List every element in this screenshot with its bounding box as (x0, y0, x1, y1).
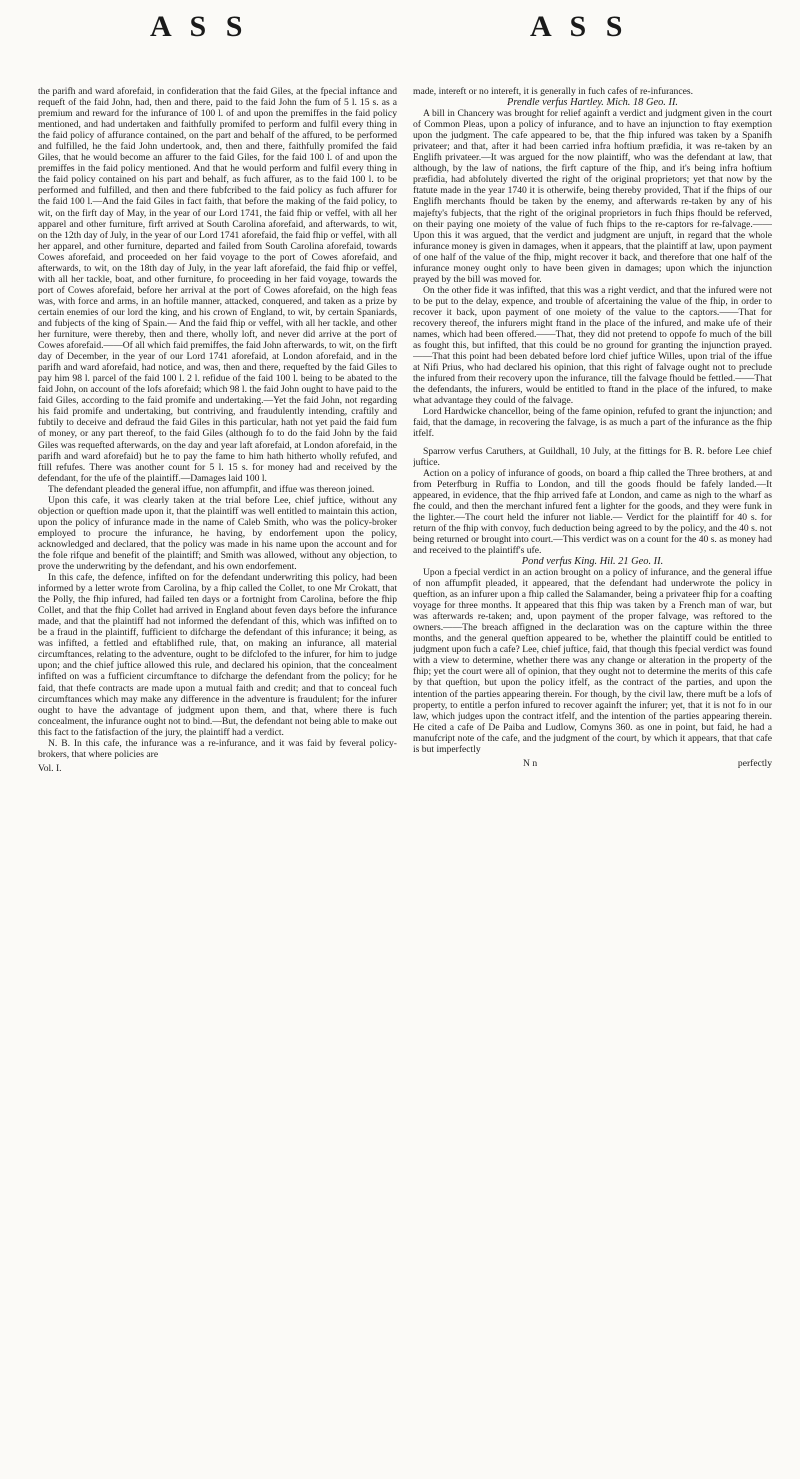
paragraph: the parifh and ward aforefaid, in confideration that the faid Giles, at the fpecial inftance and requeft of the faid John, had, then and there, paid to the faid John the fum of 5 l. 15 s. as a premium and reward for the infurance of 100 l. of and upon the premiffes in the faid policy mentioned, and had undertaken and faithfully promifed to perform and fulfil every thing in the faid policy of affurance contained, on the part and behalf of the affured, to be performed and fulfilled, he the faid John undertook, and, then and there, faithfully promifed the faid Giles, that he would become an affurer to the faid Giles, for the faid 100 l. of and upon the premiffes in the faid policy mentioned. And that he would perform and fulfil every thing in the faid policy contained on his part and behalf, as fuch affurer, as to the faid 100 l. to be performed and fulfilled, and then and there fubfcribed to the faid policy as fuch affurer for the faid 100 l.—And the faid Giles in fact faith, that before the making of the faid policy, to wit, on the firft day of May, in the year of our Lord 1741, the faid fhip or veffel, with all her apparel and other furniture, firft arrived at South Carolina aforefaid, and afterwards, to wit, on the 12th day of July, in the year of our Lord 1741 aforefaid, the faid fhip or veffel, with all her apparel, and other furniture, departed and failed from South Carolina aforefaid, towards Cowes aforefaid, and proceeded on her faid voyage to the port of Cowes aforefaid, and afterwards, to wit, on the 18th day of July, in the year laft aforefaid, the faid fhip or veffel, with all her tackle, boat, and other furniture, fo proceeding in her faid voyage, towards the port of Cowes aforefaid, before her arrival at the port of Cowes aforefaid, on the high feas was, with force and arms, in an hoftile manner, attacked, conquered, and taken as a prize by certain enemies of our lord the king, and his crown of England, to wit, by certain Spaniards, and fubjects of the king of Spain.— And the faid fhip or veffel, with all her tackle, and other her furniture, were thereby, then and there, wholly loft, and never did arrive at the port of Cowes aforefaid.——Of all which faid premiffes, the faid John afterwards, to wit, on the firft day of December, in the year of our Lord 1741 aforefaid, at London aforefaid, and in the parifh and ward aforefaid, had notice, and was, then and there, requefted by the faid Giles to pay him 98 l. parcel of the faid 100 l. 2 l. refidue of the faid 100 l. being to be abated to the faid John, on account of the lofs aforefaid; which 98 l. the faid John ought to have paid to the faid Giles, according to the faid promife and undertaking.—Yet the faid John, not regarding his faid promife and undertaking, but contriving, and fraudulently intending, craftily and fubtily to deceive and defraud the faid Giles in this particular, hath not yet paid the faid fum of money, or any part thereof, to the faid Giles (although fo to do the faid John by the faid Giles was requefted afterwards, on the day and year laft aforefaid, at London aforefaid, in the parifh and ward aforefaid) but he to pay the fame to him hath hitherto wholly refufed, and ftill refufes. There was another count for 5 l. 15 s. for money had and received by the defendant, for the ufe of the plaintiff.—Damages laid 100 l. (38, 86, 397, 484)
paragraph: The defendant pleaded the general iffue, non affumpfit, and iffue was thereon joined. (48, 483, 375, 495)
right-column (413, 86, 772, 1465)
running-head-left: A S S (150, 10, 249, 43)
running-head-right: A S S (530, 10, 629, 43)
paragraph: In this cafe, the defence, infifted on for the defendant underwriting this policy, had been informed by a letter wrote from Carolina, by a fhip called the Collet, to one Mr Crokatt, that the Polly, the fhip infured, had failed ten days or a fortnight from Carolina, before the fhip Collet, and that the fhip Collet had arrived in England about feven days before the infurance made, and that the plaintiff had not informed the defendant of this, which was infifted on to be a fraud in the plaintiff, fufficient to difcharge the defendant of this infurance; it being, as was infifted, a fettled and eftablifhed rule, that, on making an infurance, all material circumftances, relating to the adventure, ought to be difclofed to the infurer, for him to judge upon; and the chief juftice allowed this rule, and declared his opinion, that the concealment infifted on was a fufficient circumftance to difcharge the defendant from the policy; for he faid, that thefe contracts are made upon a mutual faith and credit; and that to conceal fuch circumftances which may make any difference in the adventure is fraudulent; for the infurer ought to have the advantage of judgment upon them, and that, where there is fuch concealment, the infurance ought not to bind.—But, the defendant not being able to make out this fact to the fatisfaction of the jury, the plaintiff had a verdict. (38, 572, 397, 738)
paragraph: Upon this cafe, it was clearly taken at the trial before Lee, chief juftice, without any objection or queftion made upon it, that the plaintiff was well entitled to maintain this action, upon the policy of infurance made in the name of Caleb Smith, who was the policy-broker employed to procure the infurance, he having, by endorfement upon the policy, acknowledged and declared, that the policy was made in his name upon the account and for the fole rifque and benefit of the plaintiff; and Smith was allowed, without any objection, to prove the underwriting by the defendant, and his own endorfement. (38, 494, 397, 573)
paragraph: Lord Hardwicke chancellor, being of the fame opinion, refufed to grant the injunction; and faid, that the damage, in recovering the falvage, is as much a part of the infurance as the fhip itfelf. (413, 406, 772, 440)
paragraph: N. B. In this cafe, the infurance was a re-infurance, and it was faid by feveral policy-brokers, that where policies are (38, 737, 397, 760)
running-header (0, 0, 800, 72)
paragraph: A bill in Chancery was brought for relief againft a verdict and judgment given in the court of Common Pleas, upon a policy of infurance, and to have an injunction to ftay exemption upon the judgment. The cafe appeared to be, that the fhip infured was taken by a Spanifh privateer; and that, after it had been carried infra hoftium præfidia, it was re-taken by an Englifh privateer.—It was argued for the now plaintiff, who was the defendant at law, that although, by the law of nations, the firft capture of the fhip, and it's being infra hoftium præfidia, had abfolutely diverted the right of the original proprietors; yet that now by the ftatute made in the year 1740 it is otherwife, being thereby provided, That if the fhips of our Englifh merchants fhould be taken by the enemy, and afterwards re-taken by any of his majefty's fubjects, that the right of the original proprietors in fuch fhips fhould be referved, on their paying one moiety of the value of fuch fhips to the re-captors for re-falvage.——Upon this it was argued, that the verdict and judgment are unjuft, in regard that the whole infurance money is given in damages, when it appears, that the plaintiff at law, upon payment of one half of the value of the fhip, might recover it back, and therefore that one half of the infurance money ought only to have been given in damages; upon which the injunction prayed by the bill was moved for. (413, 108, 772, 285)
paragraph: Action on a policy of infurance of goods, on board a fhip called the Three brothers, at and from Peterfburg in Ruffia to London, and till the goods fhould be fafely landed.—It appeared, in evidence, that the fhip arrived fafe at London, and came as nigh to the wharf as fhe could, and then the merchant infured fent a lighter for the goods, and they were funk in the lighter.—The court held the infurer not liable.— Verdict for the plaintiff for 40 s. for return of the fhip with convoy, fuch deduction being agreed to by the policy, and the 40 s. not being returned or brought into court.—This verdict was on a count for the 40 s. as money had and received to the plaintiff's ufe. (413, 467, 772, 556)
text-columns (38, 86, 772, 1465)
paragraph: On the other fide it was infifted, that this was a right verdict, and that the infured were not to be put to the delay, expence, and trouble of afcertaining the value of the fhip, in order to recover it back, upon payment of one moiety of the value to the captors.——That for recovery thereof, the infurers might ftand in the place of the infured, and make ufe of their names, which had been offered.——That, they did not pretend to oppofe fo much of the bill as fought this, but infifted, that this could be no ground for granting the injunction prayed.——That this point had been debated before lord chief juftice Willes, upon trial of the iffue at Nifi Prius, who had declared his opinion, that this right of falvage ought not to preclude the infured from their recovery upon the infurance, till the falvage fhould be fettled.——That the defendants, the infurers, would be entitled to ftand in the place of the infured, to make what advantage they could of the falvage. (413, 284, 772, 407)
volume-signature: Vol. I. (38, 762, 62, 774)
case-title: Pond verfus King. Hil. 21 Geo. II. (521, 555, 664, 567)
paragraph: Upon a fpecial verdict in an action brought on a policy of infurance, and the general iffue of non affumpfit pleaded, it appeared, that the defendant had underwrote the policy in queftion, as an infurer upon a fhip called the Salamander, being a privateer fhip for a coafting voyage for three months. It appeared that this fhip was taken by a French man of war, but was afterwards re-taken; and, upon payment of the proper falvage, was reftored to the owners.——The breach affigned in the declaration was on the capture within the three months, and the general queftion appeared to be, whether the plaintiff could be entitled to judgment upon fuch a cafe? Lee, chief juftice, faid, that though this fpecial verdict was found with a view to determine, whether there was any change or alteration in the property of the fhip; yet the court were all of opinion, that they ought not to determine the merits of this cafe by that queftion, but upon the policy itfelf, as the contract of the parties, and upon the intention of the parties appearing therein. For though, by the civil law, there muft be a lofs of property, to entitle a perfon infured to recover againft the infurer; yet, that it is not fo in our law, which judges upon the contract itfelf, and the intention of the parties appearing therein. He cited a cafe of De Paiba and Ludlow, Comyns 360. as one in point, but faid, he had a manufcript note of the cafe, and the judgment of the court, by which it appears, that that cafe is but imperfectly (413, 567, 772, 755)
page-footer (413, 758, 772, 769)
signature-mark: N n (523, 757, 538, 769)
case-title: Prendle verfus Hartley. Mich. 18 Geo. II. (506, 97, 678, 109)
left-column (38, 86, 397, 1465)
paragraph: made, intereft or no intereft, it is generally in fuch cafes of re-infurances. (413, 86, 693, 97)
catchword: perfectly (737, 757, 772, 769)
paragraph: Sparrow verfus Caruthers, at Guildhall, 10 July, at the fittings for B. R. before Lee chief juftice. (413, 445, 772, 468)
